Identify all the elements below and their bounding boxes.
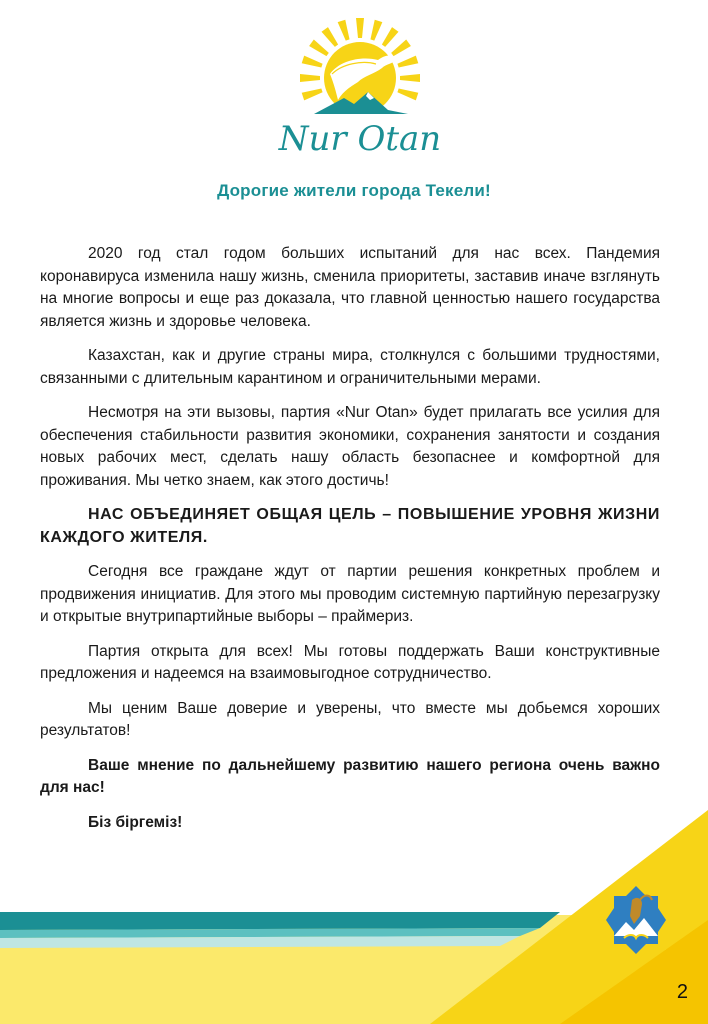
- letter-signoff: Біз біргеміз!: [88, 813, 183, 831]
- letter-closing: Ваше мнение по дальнейшему развитию нашего региона очень важно для нас!: [40, 756, 660, 796]
- letter-body: [40, 243, 660, 846]
- page-number: 2: [676, 981, 688, 1003]
- nur-otan-logo: [270, 14, 450, 164]
- nur-otan-sun-snow-leopard-icon: [270, 14, 450, 164]
- letter-paragraph: 2020 год стал годом больших испытаний для нас всех. Пандемия коронавируса изменила нашу жизнь, сменила приоритеты, заставив иначе взглянуть на многие вопросы и еще раз доказала, что главной ценностью нашего государства является жизнь и здоровье человека.: [40, 245, 660, 330]
- letter-paragraph: Несмотря на эти вызовы, партия «Nur Otan» будет прилагать все усилия для обеспечения стабильности развития экономики, сохранения занятости и создания новых рабочих мест, сделать нашу область безопаснее и комфортной для проживания. Мы четко знаем, как этого достичь!: [40, 404, 660, 489]
- letter-paragraph: Казахстан, как и другие страны мира, столкнулся с большими трудностями, связанными с длительным карантином и ограничительными мерами.: [40, 347, 660, 387]
- letter-paragraph: Партия открыта для всех! Мы готовы поддержать Ваши конструктивные предложения и надеемся на взаимовыгодное сотрудничество.: [40, 642, 660, 682]
- svg-text:Nur Otan: Nur Otan: [278, 119, 442, 159]
- page-heading: Дорогие жители города Текели!: [217, 181, 491, 200]
- letter-slogan: НАС ОБЪЕДИНЯЕТ ОБЩАЯ ЦЕЛЬ – ПОВЫШЕНИЕ УРОВНЯ ЖИЗНИ КАЖДОГО ЖИТЕЛЯ.: [40, 506, 660, 546]
- tekeli-emblem: [596, 876, 676, 966]
- letter-paragraph: Мы ценим Ваше доверие и уверены, что вместе мы добьемся хороших результатов!: [40, 699, 660, 739]
- letter-paragraph: Сегодня все граждане ждут от партии решения конкретных проблем и продвижения инициатив. Для этого мы проводим системную партийную перезагрузку и открытые внутрипартийные выборы – праймериз.: [40, 563, 660, 625]
- ibex-emblem-icon: [596, 876, 676, 966]
